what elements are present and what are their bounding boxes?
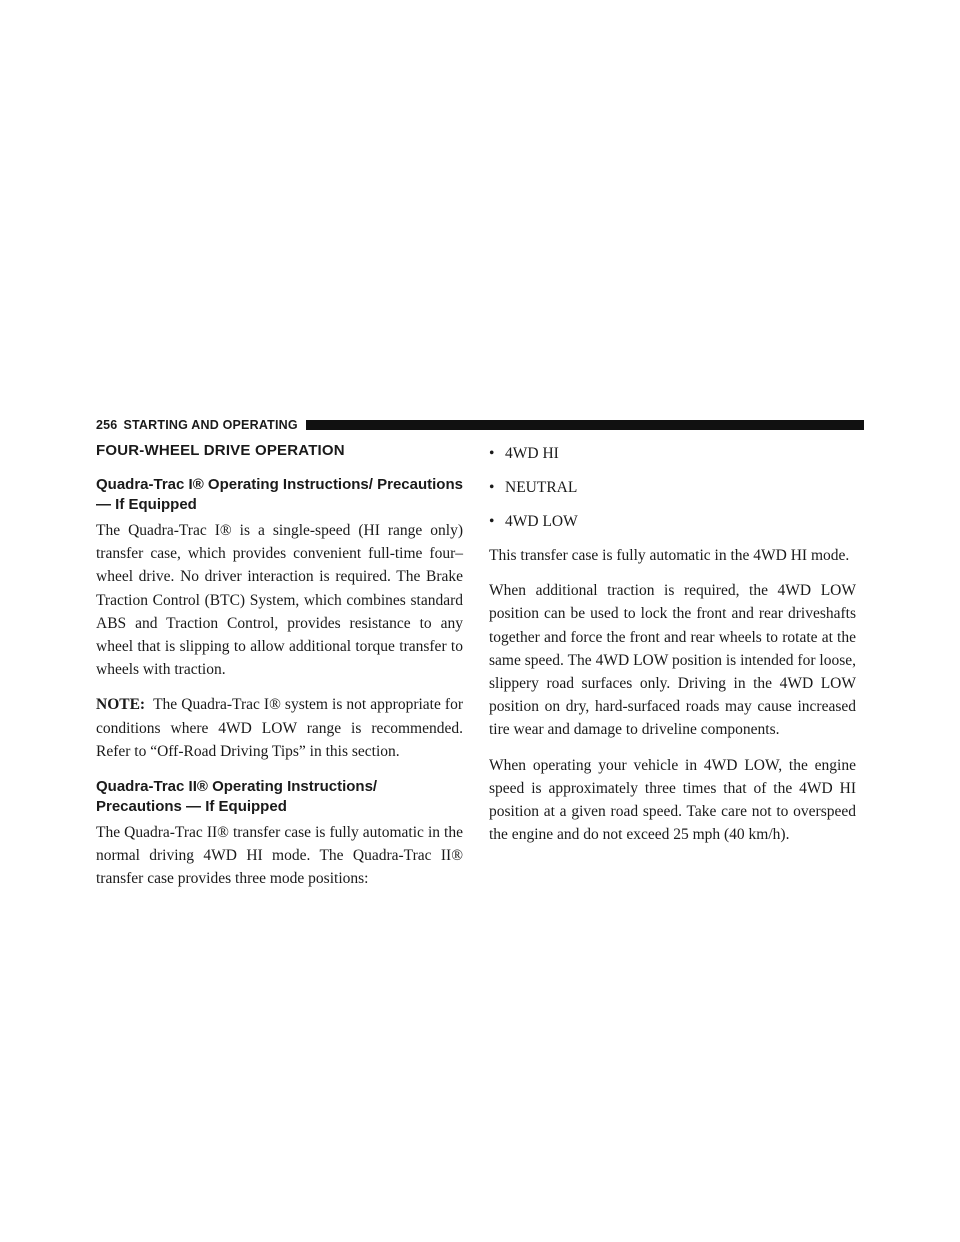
mode-label: 4WD HI bbox=[505, 445, 559, 462]
paragraph-4wd-low: When additional traction is required, the 4WD LOW position can be used to lock the front and rear driveshafts together and force the front and rear wheels to rotate at the same speed. The 4WD LOW position is intended for loose, slippery road surfaces only. Driving in the 4WD LOW position on dry, hard-surfaced roads may cause increased tire wear and damage to driveline components. bbox=[489, 582, 856, 739]
bullet-icon: • bbox=[489, 479, 495, 496]
list-item bbox=[489, 510, 856, 533]
list-item bbox=[489, 476, 856, 499]
left-column bbox=[96, 442, 463, 903]
note-paragraph bbox=[96, 693, 463, 763]
paragraph-automatic: This transfer case is fully automatic in the 4WD HI mode. bbox=[489, 547, 850, 564]
mode-list bbox=[489, 442, 856, 533]
header-rule bbox=[306, 420, 864, 430]
subheading-quadra-trac-ii: Quadra-Trac II® Operating Instructions/ Precautions — If Equipped bbox=[96, 778, 378, 816]
paragraph-quadra-trac-ii: The Quadra-Trac II® transfer case is fully automatic in the normal driving 4WD HI mode. The Quadra-Trac II® transfer case provides three mode positions: bbox=[96, 824, 463, 888]
note-text: The Quadra-Trac I® system is not appropriate for conditions where 4WD LOW range is recommended. Refer to “Off-Road Driving Tips” in this section. bbox=[96, 696, 463, 760]
subheading-quadra-trac-i: Quadra-Trac I® Operating Instructions/ Precautions — If Equipped bbox=[96, 476, 463, 513]
note-label: NOTE: bbox=[96, 696, 146, 714]
mode-label: NEUTRAL bbox=[505, 479, 578, 496]
mode-label: 4WD LOW bbox=[505, 513, 578, 530]
page-header bbox=[96, 418, 864, 432]
page-number: 256 bbox=[96, 418, 118, 432]
bullet-icon: • bbox=[489, 445, 495, 462]
right-column bbox=[489, 442, 856, 858]
section-heading: FOUR-WHEEL DRIVE OPERATION bbox=[96, 442, 345, 459]
paragraph-quadra-trac-i: The Quadra-Trac I® is a single-speed (HI range only) transfer case, which provides convenient full-time four– wheel drive. No driver interaction is required. The Brake Traction Control (BTC) System, which combines standard ABS and Traction Control, provides resistance to any wheel that is slipping to allow additional torque transfer to wheels with traction. bbox=[96, 522, 463, 679]
bullet-icon: • bbox=[489, 513, 495, 530]
section-title: STARTING AND OPERATING bbox=[123, 418, 298, 432]
paragraph-engine-speed: When operating your vehicle in 4WD LOW, the engine speed is approximately three times that of the 4WD HI position at a given road speed. Take care not to overspeed the engine and do not exceed 25 mph (40 km/h). bbox=[489, 756, 856, 844]
list-item bbox=[489, 442, 856, 465]
